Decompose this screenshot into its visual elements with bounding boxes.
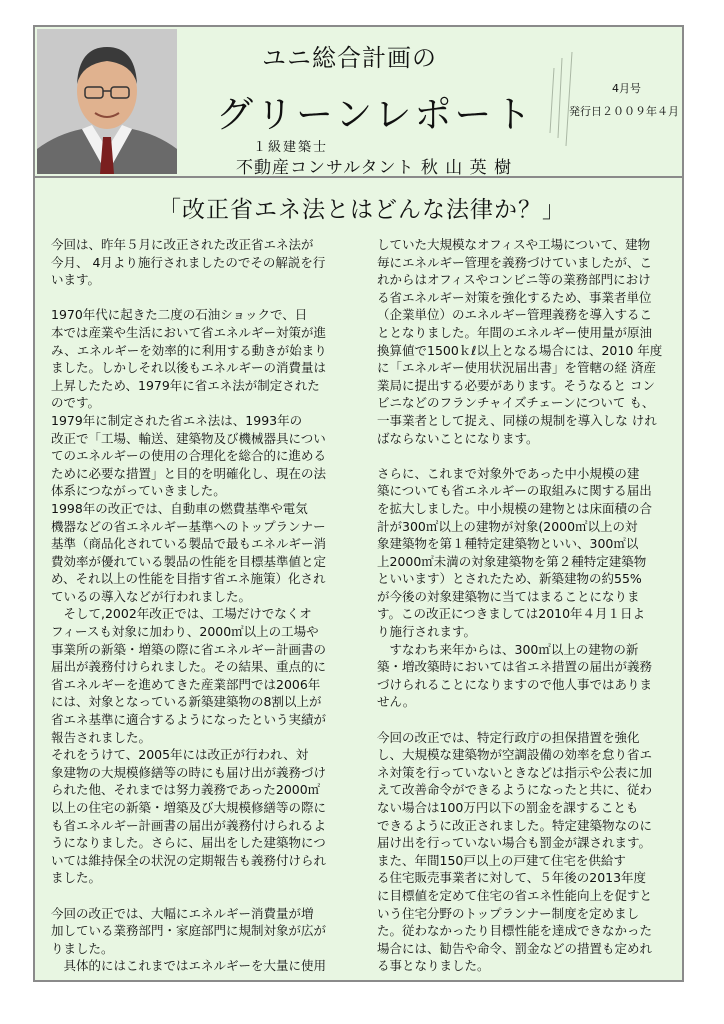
article-line: 上2000㎡未満の対象建築物を第２種特定建築物 <box>377 553 647 569</box>
article-line: 象建築物を第１種特定建築物といい、300㎡以 <box>377 536 639 552</box>
article-line: ているの導入などが行われました。 <box>51 588 252 604</box>
article-line: 機器などの省エネルギー基準へのトップランナー <box>51 518 326 534</box>
article-line <box>51 887 351 905</box>
author-credential: １級建築士 <box>253 140 329 155</box>
article-line: 省エネルギーを進めてきた産業部門では2006年 <box>51 676 321 692</box>
article-line: 加している業務部門・家庭部門に規制対象が広が <box>51 923 327 939</box>
article-line: る省エネルギー対策を強化するため、事業者単位 <box>377 289 652 305</box>
article-line: り施行されます。 <box>377 624 477 640</box>
author-photo <box>37 29 177 174</box>
author-name: 不動産コンサルタント 秋 山 英 樹 <box>236 158 513 178</box>
article-line: 一事業者として捉え、同様の規制を導入しな けれ <box>377 412 657 428</box>
article-line: 省エネ基準に適合するようになったという実績が <box>51 712 327 728</box>
article-line: づけられることになりますので他人事ではありま <box>377 676 653 692</box>
article-line: そして,2002年改正では、工場だけでなくオ <box>51 606 312 622</box>
article-line: す。この改正につきましては2010年４月１日よ <box>377 606 646 622</box>
article-line: 換算値で1500ｋℓ以上となる場合には、2010 年度 <box>377 342 663 358</box>
article-line: すなわち来年からは、300㎡以上の建物の新 <box>377 641 639 657</box>
article-line: 場合には、勧告や命令、罰金などの措置も定めれ <box>377 940 653 956</box>
article-line: 届け出を行っていない場合も罰金が課されます。 <box>377 835 652 851</box>
article-line: ビニなどのフランチャイズチェーンについて も、 <box>377 395 655 411</box>
article-line: 象建物の大規模修繕等の時にも届け出が義務づけ <box>51 764 327 780</box>
article-line: てのエネルギーの使用の合理化を総合的に進める <box>51 448 327 464</box>
article-line: 1970年代に起きた二度の石油ショックで、日 <box>51 307 308 323</box>
article-line <box>377 711 677 729</box>
article-line: し、大規模な建築物が空調設備の効率を怠り省エ <box>377 747 653 763</box>
article-line: に目標値を定めて住宅の省エネ性能向上を促すと <box>377 887 653 903</box>
article-line: れからはオフィスやコンビニ等の業務部門におけ <box>377 272 651 288</box>
article-line: 体系につながっていきました。 <box>51 483 226 499</box>
article-line: を拡大しました。中小規模の建物とは床面積の合 <box>377 500 653 516</box>
article-line <box>377 447 677 465</box>
article-right-column <box>377 236 677 975</box>
article-line: ました。 <box>51 870 102 886</box>
article-line: 1979年に制定された省エネ法は、1993年の <box>51 412 303 428</box>
article-line: 今回は、昨年５月に改正された改正省エネ法が <box>51 237 314 252</box>
article-line: に「エネルギー使用状況届出書」を管轄の経 済産 <box>377 360 656 376</box>
article-left-column <box>51 236 351 975</box>
article-line: いては維持保全の状況の定期報告も義務付けられ <box>51 852 327 868</box>
article-line: 費効率が優れている製品の性能を目標基準値と定 <box>51 553 327 569</box>
article-line: （企業単位）のエネルギー管理義務を導入するこ <box>377 307 653 323</box>
article-line: み、エネルギーを効率的に利用する動きが始まり <box>51 342 327 358</box>
article-line: 1998年の改正では、自動車の燃費基準や電気 <box>51 500 308 516</box>
article-line: た。従わなかったり目標性能を達成できなかった <box>377 923 653 939</box>
publish-date: 発行日２００９年４月 <box>569 105 679 118</box>
article-line: 本では産業や生活において省エネルギー対策が進 <box>51 324 327 340</box>
article-line: 築についても省エネルギーの取組みに関する届出 <box>377 483 652 499</box>
article-line: さらに、これまで対象外であった中小規模の建 <box>377 465 640 481</box>
article-line: フィースも対象に加わり、2000㎡以上の工場や <box>51 624 319 640</box>
article-line: また、年間150戸以上の戸建て住宅を供給す <box>377 852 626 868</box>
article-line: 以上の住宅の新築・増築及び大規模修繕等の際に <box>51 800 327 815</box>
article-line: せん。 <box>377 694 416 710</box>
article-line: られた他、それまでは努力義務であった2000㎡ <box>51 782 321 798</box>
article-line: りました。 <box>51 940 114 956</box>
article-line: には、対象となっている新築建築物の8割以上が <box>51 694 322 710</box>
issue-label: 4月号 <box>612 82 641 95</box>
article-headline: 「改正省エネ法とはどんな法律か？」 <box>158 197 566 223</box>
article-line: できるように改正されました。特定建築物なのに <box>377 817 653 833</box>
article-line: ない場合は100万円以下の罰金を課することも <box>377 800 639 815</box>
article-line: 計が300㎡以上の建物が対象(2000㎡以上の対 <box>377 518 638 534</box>
article-line: が今後の対象建築物に当てはまることになりま <box>377 588 640 604</box>
article-line: 今回の改正では、特定行政庁の担保措置を強化 <box>377 729 640 745</box>
article-line: 今月、 4月より施行されましたのでその解説を行 <box>51 254 326 270</box>
article-line: 今回の改正では、大幅にエネルギー消費量が増 <box>51 905 314 921</box>
article-line: 業局に提出する必要があります。そうなると コン <box>377 377 655 393</box>
article-line: ネ対策を行っていないときなどは指示や公表に加 <box>377 764 653 780</box>
article-line: ばならないことになります。 <box>377 430 539 446</box>
article-line: います。 <box>51 272 101 288</box>
article-line: 上昇したため、1979年に省エネ法が制定された <box>51 377 320 393</box>
article-line: る事となりました。 <box>377 958 490 974</box>
article-line: 基準（商品化されている製品で最もエネルギー消 <box>51 536 327 552</box>
article-line: 事業所の新築・増築の際に省エネルギー計画書の <box>51 641 327 657</box>
article-line: 具体的にはこれまではエネルギーを大量に使用 <box>51 958 327 974</box>
article-line: それをうけて、2005年には改正が行われ、対 <box>51 747 309 763</box>
newsletter-title-line1: ユニ総合計画の <box>262 44 437 72</box>
crescent-moon-icon <box>532 38 642 163</box>
article-line: といいます）とされたため、新築建物の約55% <box>377 571 642 587</box>
article-line: る住宅販売事業者に対して、５年後の2013年度 <box>377 870 647 886</box>
article-line: ために必要な措置」と目的を明確化し、現在の法 <box>51 465 327 481</box>
article-line: 築・増改築時においては省エネ措置の届出が義務 <box>377 659 653 675</box>
article-line: め、それ以上の性能を目指す省エネ施策）化され <box>51 571 326 587</box>
article-line: 報告されました。 <box>51 729 152 745</box>
article-line: ました。しかしそれ以後もエネルギーの消費量は <box>51 360 327 376</box>
article-line: も省エネルギー計画書の届出が義務付けられるよ <box>51 817 327 833</box>
article-line: 改正で「工場、輸送、建築物及び機械器具につい <box>51 430 326 446</box>
article-line: していた大規模なオフィスや工場について、建物 <box>377 237 651 252</box>
article-line: うになりました。さらに、届出をした建築物につ <box>51 835 326 851</box>
newsletter-title-line2: グリーンレポート <box>216 93 535 136</box>
article-line: のです。 <box>51 395 101 411</box>
article-line: 毎にエネルギー管理を義務づけていましたが、こ <box>377 254 653 270</box>
article-line: いう住宅分野のトップランナー制度を定めまし <box>377 905 640 921</box>
article-line: 届出が義務付けられました。その結果、重点的に <box>51 659 327 675</box>
article-line <box>51 289 351 307</box>
article-line: ととなりました。年間のエネルギー使用量が原油 <box>377 324 653 340</box>
article-line: えて改善命令ができるようになったと共に、従わ <box>377 782 653 798</box>
